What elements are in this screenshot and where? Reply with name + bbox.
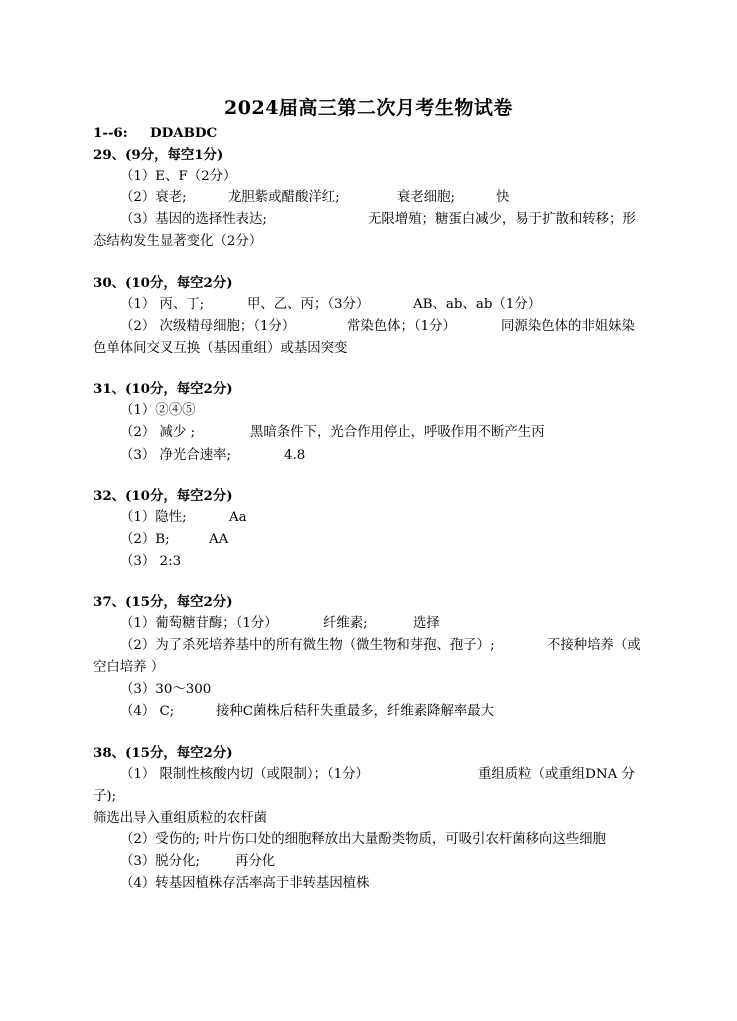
q38-l1-part-b: 重组质粒（或重组DNA 分 [478, 767, 635, 782]
page-title: 2024届高三第二次月考生物试卷 [224, 97, 513, 119]
mcq-range-label: 1--6: [93, 125, 128, 141]
q37-header: 37、(15分，每空2分) [93, 594, 233, 610]
q38-line-5 [120, 853, 680, 871]
q38-line-3: 筛选出导入重组质粒的农杆菌 [93, 811, 268, 826]
q31-line-3 [120, 447, 680, 465]
q38-header: 38、(15分，每空2分) [93, 745, 233, 761]
q37-l5-part-b: 接种C菌株后秸秆失重最多，纤维素降解率最大 [216, 704, 495, 719]
q38-line-1 [120, 766, 680, 784]
q29-l2-part-b: 龙胆紫或醋酸洋红; [228, 190, 340, 205]
q29-l2-part-d: 快 [496, 190, 510, 205]
q29-l2-part-c: 衰老细胞; [397, 190, 456, 205]
q37-l1-part-c: 选择 [413, 616, 440, 631]
q30-l1-part-a: （1） 丙、丁; [120, 297, 205, 312]
q31-l2-part-a: （2） 减少 ; [120, 425, 196, 440]
q30-line-1 [120, 296, 680, 314]
q37-line-1 [120, 615, 680, 633]
q38-line-2: 子); [93, 789, 117, 804]
q32-line-3: （3） 2:3 [120, 554, 182, 569]
q29-line-2 [120, 189, 680, 207]
q30-l2-part-c: 同源染色体的非姐妹染 [501, 319, 635, 334]
q31-line-1: （1）②④⑤ [120, 403, 196, 418]
q37-l2-part-a: （2）为了杀死培养基中的所有微生物（微生物和芽孢、孢子）; [120, 638, 495, 653]
q30-l2-part-a: （2） 次级精母细胞；（1分） [120, 319, 296, 334]
q38-l5-part-b: 再分化 [235, 854, 276, 869]
q30-line-2 [120, 318, 680, 336]
q37-line-4: （3）30～300 [120, 682, 212, 697]
q31-l3-part-b: 4.8 [284, 448, 306, 463]
q37-l1-part-b: 纤维素; [323, 616, 368, 631]
q30-l1-part-c: AB、ab、ab（1分） [413, 297, 542, 312]
q38-l1-part-a: （1） 限制性核酸内切（或限制）；（1分） [120, 767, 369, 782]
q31-header: 31、(10分，每空2分) [93, 381, 233, 397]
q32-l2-part-a: （2）B; [120, 532, 170, 547]
q32-line-1 [120, 509, 680, 527]
q37-l2-part-b: 不接种培养（或 [547, 638, 641, 653]
q37-line-3: 空白培养 ） [93, 660, 165, 675]
q30-l1-part-b: 甲、乙、丙；（3分） [247, 297, 370, 312]
q37-line-5 [120, 703, 680, 721]
q32-l1-part-b: Aa [229, 510, 247, 525]
q32-l2-part-b: AA [209, 532, 229, 547]
q38-l5-part-a: （3）脱分化; [120, 854, 200, 869]
q31-line-2 [120, 424, 680, 442]
q29-header: 29、(9分，每空1分) [93, 147, 224, 163]
q31-l3-part-a: （3） 净光合速率; [120, 448, 232, 463]
q31-l2-part-b: 黑暗条件下，光合作用停止，呼吸作用不断产生丙 [250, 425, 545, 440]
q29-l3-part-a: （3）基因的选择性表达; [120, 212, 267, 227]
q29-l3-part-b: 无限增殖；糖蛋白减少，易于扩散和转移；形 [368, 212, 636, 227]
q30-line-3: 色单体间交叉互换（基因重组）或基因突变 [93, 341, 348, 356]
q29-line-4: 态结构发生显著变化（2分） [93, 234, 263, 249]
q37-l1-part-a: （1）葡萄糖苷酶；（1分） [120, 616, 278, 631]
q32-header: 32、(10分，每空2分) [93, 488, 233, 504]
q29-line-3 [120, 211, 680, 229]
q37-line-2 [120, 637, 680, 655]
q38-line-6: （4）转基因植株存活率高于非转基因植株 [120, 876, 370, 891]
q30-l2-part-b: 常染色体；（1分） [347, 319, 456, 334]
q29-line-1: （1）E、F（2分） [120, 169, 237, 184]
q30-header: 30、(10分，每空2分) [93, 275, 233, 291]
q29-l2-part-a: （2）衰老; [120, 190, 187, 205]
q32-line-2 [120, 531, 680, 549]
q32-l1-part-a: （1）隐性; [120, 510, 187, 525]
mcq-answers: DDABDC [150, 125, 218, 141]
q38-line-4: （2）受伤的; 叶片伤口处的细胞释放出大量酚类物质，可吸引农杆菌移向这些细胞 [120, 832, 606, 847]
q37-l5-part-a: （4） C; [120, 704, 175, 719]
